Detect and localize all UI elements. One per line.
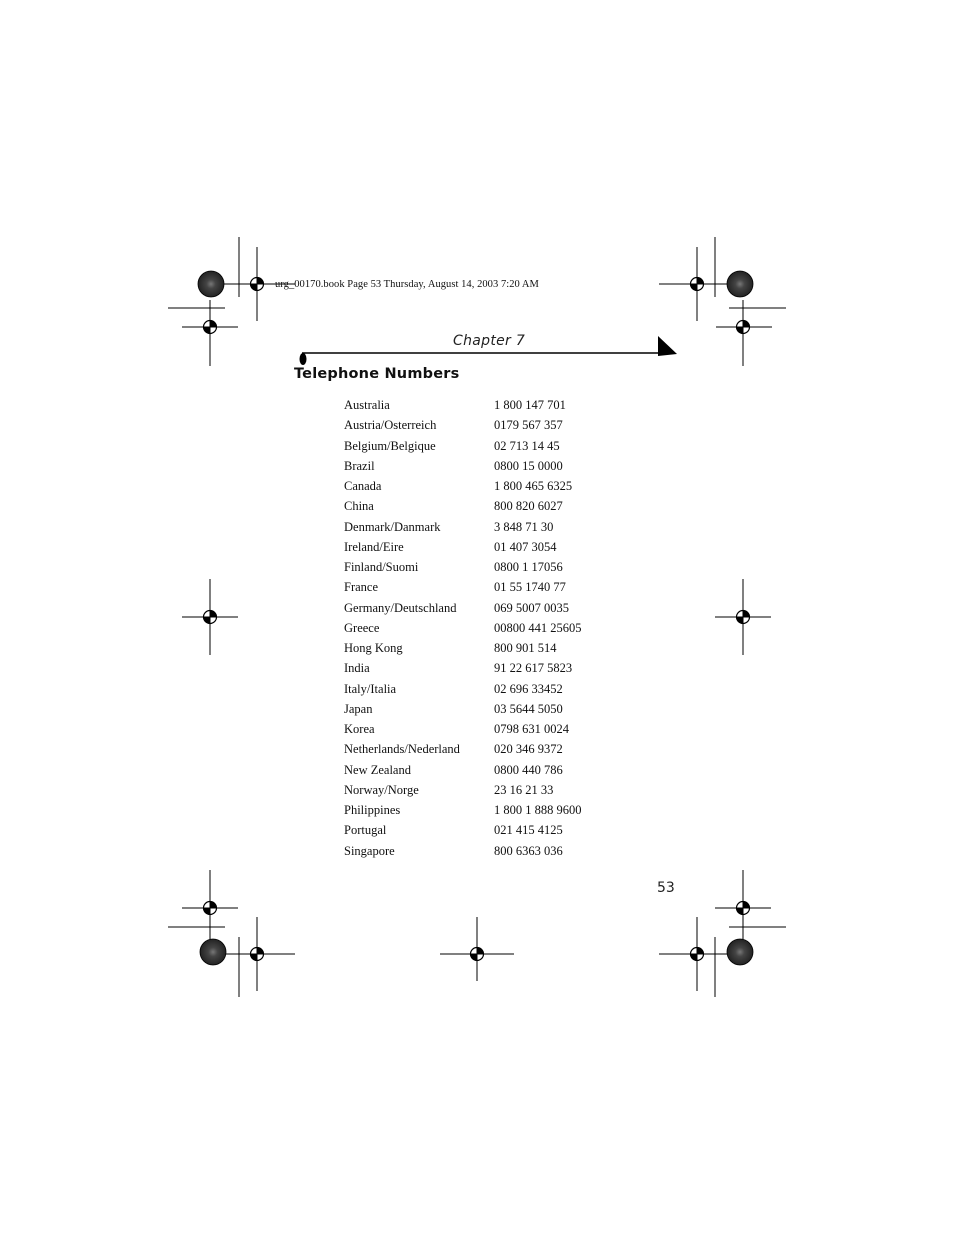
- phone-number: 800 820 6027: [494, 499, 563, 514]
- phone-number: 0800 440 786: [494, 762, 563, 777]
- country-name: New Zealand: [344, 762, 411, 777]
- phone-number: 23 16 21 33: [494, 782, 554, 797]
- country-name: Belgium/Belgique: [344, 438, 436, 453]
- phone-number: 3 848 71 30: [494, 519, 554, 534]
- country-name: Canada: [344, 479, 382, 493]
- list-item: [344, 476, 644, 496]
- country-name: Hong Kong: [344, 641, 403, 655]
- phone-number: 020 346 9372: [494, 742, 563, 757]
- telephone-list: [344, 395, 644, 861]
- country-name: Japan: [344, 701, 373, 716]
- country-name: Austria/Osterreich: [344, 418, 437, 433]
- section-title: Telephone Numbers: [294, 366, 460, 382]
- country-name: Ireland/Eire: [344, 539, 404, 554]
- country-name: Denmark/Danmark: [344, 519, 441, 534]
- list-item: [344, 618, 644, 638]
- page-number: 53: [657, 880, 675, 896]
- country-name: Brazil: [344, 458, 375, 473]
- list-item: [344, 780, 644, 800]
- phone-number: 03 5644 5050: [494, 701, 563, 716]
- phone-number: 1 800 147 701: [494, 398, 566, 412]
- country-name: Netherlands/Nederland: [344, 742, 460, 757]
- list-item: [344, 841, 644, 861]
- country-name: Portugal: [344, 823, 387, 838]
- phone-number: 01 55 1740 77: [494, 580, 566, 595]
- country-name: Korea: [344, 722, 375, 736]
- phone-number: 021 415 4125: [494, 823, 563, 838]
- country-name: Australia: [344, 398, 390, 412]
- list-item: [344, 719, 644, 739]
- phone-number: 01 407 3054: [494, 539, 557, 554]
- country-name: Singapore: [344, 843, 395, 858]
- phone-number: 02 713 14 45: [494, 438, 560, 453]
- list-item: [344, 537, 644, 557]
- phone-number: 0179 567 357: [494, 418, 563, 433]
- list-item: [344, 577, 644, 597]
- phone-number: 069 5007 0035: [494, 600, 569, 615]
- list-item: [344, 415, 644, 435]
- phone-number: 02 696 33452: [494, 681, 563, 696]
- list-item: [344, 679, 644, 699]
- country-name: China: [344, 499, 374, 514]
- phone-number: 91 22 617 5823: [494, 661, 573, 676]
- chapter-heading: Chapter 7: [453, 333, 526, 349]
- list-item: [344, 557, 644, 577]
- list-item: [344, 456, 644, 476]
- print-slug: urg_00170.book Page 53 Thursday, August 14, 2003 7:20 AM: [275, 279, 539, 290]
- list-item: [344, 658, 644, 678]
- list-item: [344, 699, 644, 719]
- phone-number: 800 901 514: [494, 641, 557, 655]
- phone-number: 1 800 1 888 9600: [494, 803, 582, 817]
- phone-number: 0798 631 0024: [494, 722, 569, 736]
- list-item: [344, 598, 644, 618]
- phone-number: 800 6363 036: [494, 843, 563, 858]
- phone-number: 0800 15 0000: [494, 458, 563, 473]
- phone-number: 1 800 465 6325: [494, 479, 573, 493]
- list-item: [344, 517, 644, 537]
- country-name: Italy/Italia: [344, 681, 397, 696]
- country-name: France: [344, 580, 379, 595]
- country-name: India: [344, 661, 370, 676]
- list-item: [344, 395, 644, 415]
- phone-number: 0800 1 17056: [494, 560, 563, 574]
- phone-number: 00800 441 25605: [494, 620, 582, 635]
- list-item: [344, 739, 644, 759]
- country-name: Greece: [344, 620, 380, 635]
- list-item: [344, 496, 644, 516]
- list-item: [344, 436, 644, 456]
- list-item: [344, 800, 644, 820]
- country-name: Norway/Norge: [344, 782, 419, 797]
- country-name: Germany/Deutschland: [344, 600, 457, 615]
- list-item: [344, 638, 644, 658]
- list-item: [344, 760, 644, 780]
- country-name: Philippines: [344, 803, 401, 817]
- country-name: Finland/Suomi: [344, 560, 419, 574]
- list-item: [344, 820, 644, 840]
